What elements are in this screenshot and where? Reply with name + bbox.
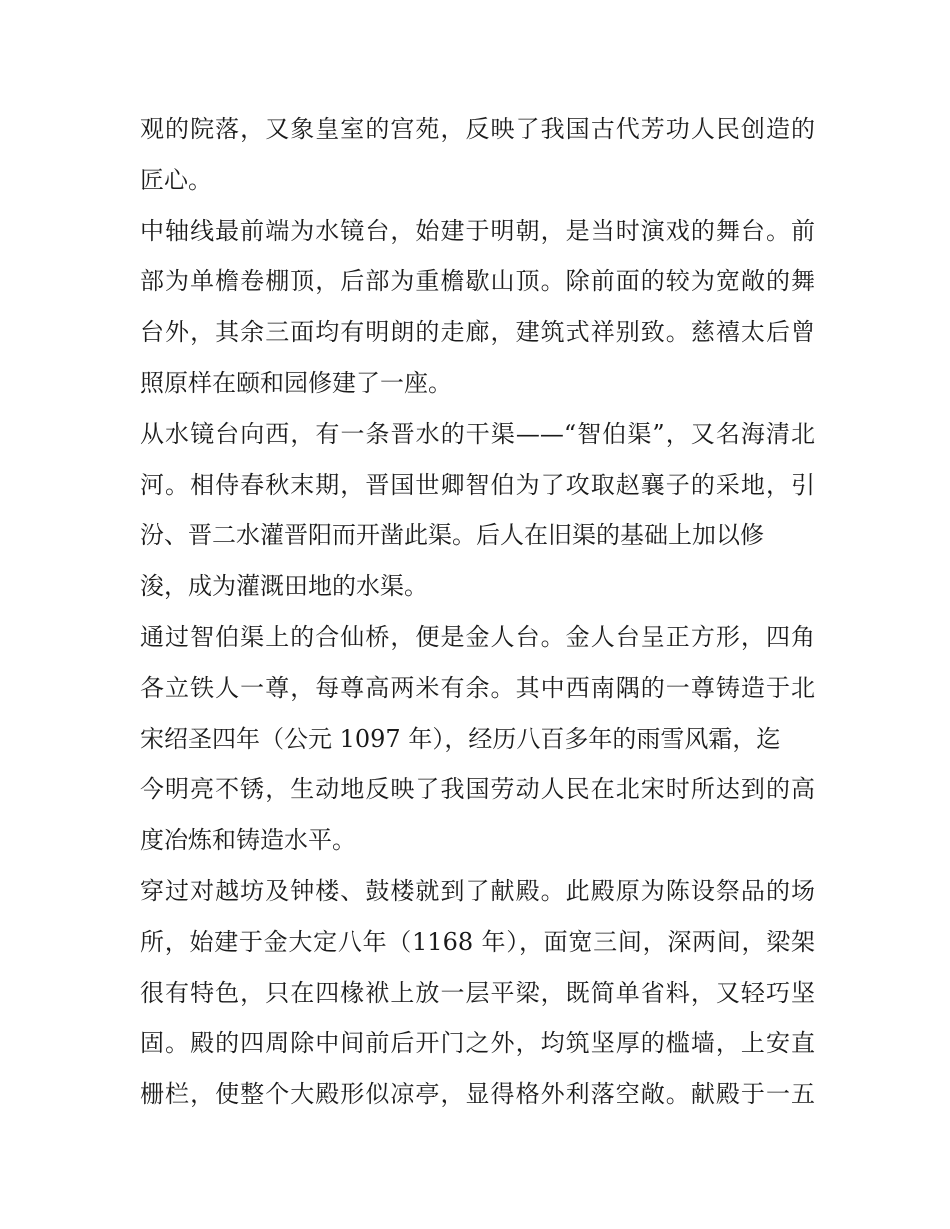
text-line: 今明亮不锈，生动地反映了我国劳动人民在北宋时所达到的高	[140, 775, 815, 804]
text-line: 匠心。	[140, 165, 212, 194]
text-line: 宋绍圣四年（公元 1097 年），经历八百多年的雨雪风霜，迄	[140, 724, 781, 753]
text-line: 穿过对越坊及钟楼、鼓楼就到了献殿。此殿原为陈设祭品的场	[140, 876, 815, 905]
paragraph	[140, 206, 815, 409]
paragraph	[140, 866, 815, 1120]
text-line: 栅栏，使整个大殿形似凉亭，显得格外利落空敞。献殿于一五	[140, 1080, 815, 1109]
text-line: 部为单檐卷棚顶，后部为重檐歇山顶。除前面的较为宽敞的舞	[140, 267, 815, 296]
paragraph	[140, 104, 815, 206]
text-line: 各立铁人一尊，每尊高两米有余。其中西南隅的一尊铸造于北	[140, 673, 815, 702]
text-line: 度冶炼和铸造水平。	[140, 826, 356, 855]
text-line: 中轴线最前端为水镜台，始建于明朝，是当时演戏的舞台。前	[140, 216, 815, 245]
document-body	[140, 104, 815, 1120]
text-line: 浚，成为灌溉田地的水渠。	[140, 572, 428, 601]
text-line: 从水镜台向西，有一条晋水的干渠——“智伯渠”，又名海清北	[140, 419, 815, 448]
text-line: 台外，其余三面均有明朗的走廊，建筑式祥别致。慈禧太后曾	[140, 318, 815, 347]
text-line: 河。相侍春秋末期，晋国世卿智伯为了攻取赵襄子的采地，引	[140, 470, 815, 499]
text-line: 固。殿的四周除中间前后开门之外，均筑坚厚的槛墙，上安直	[140, 1029, 815, 1058]
text-line: 观的院落，又象皇室的宫苑，反映了我国古代芳功人民创造的	[140, 115, 815, 143]
text-line: 汾、晋二水灌晋阳而开凿此渠。后人在旧渠的基础上加以修	[140, 521, 764, 550]
text-line: 照原样在颐和园修建了一座。	[140, 368, 452, 397]
paragraph	[140, 409, 815, 612]
text-line: 所，始建于金大定八年（1168 年），面宽三间，深两间，梁架	[140, 927, 815, 956]
paragraph	[140, 612, 815, 866]
text-line: 通过智伯渠上的合仙桥，便是金人台。金人台呈正方形，四角	[140, 622, 815, 651]
text-line: 很有特色，只在四椽袱上放一层平梁，既简单省料，又轻巧坚	[140, 978, 815, 1007]
